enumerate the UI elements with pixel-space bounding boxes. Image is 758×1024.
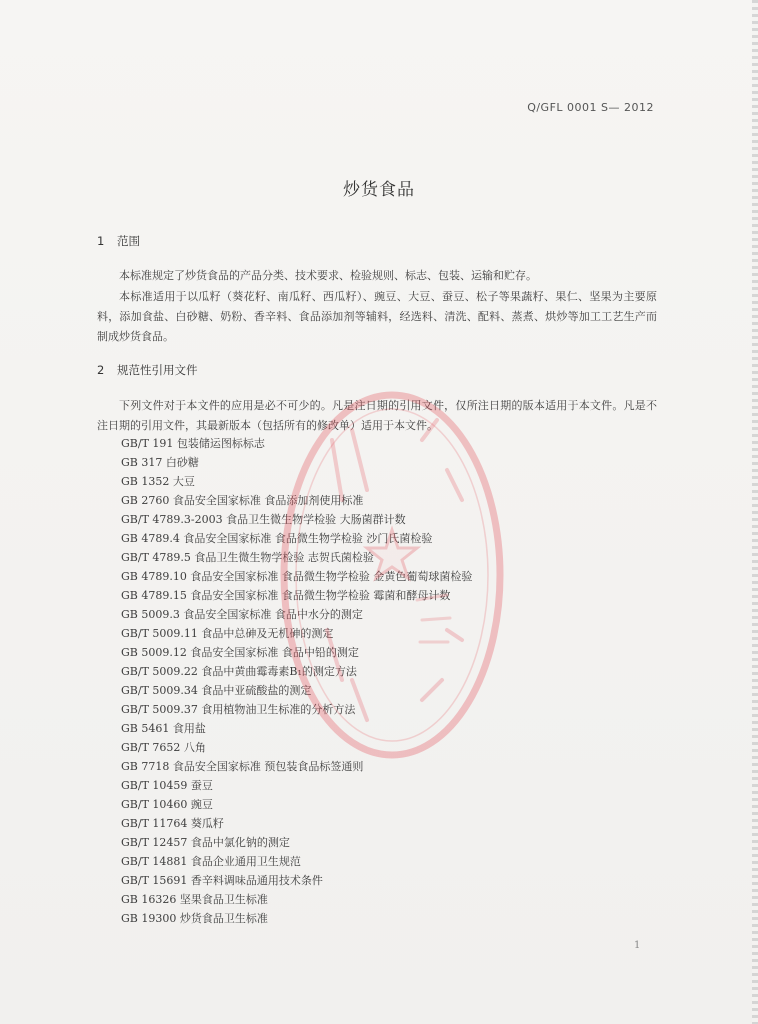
reference-item: GB/T 11764 葵瓜籽 [121,817,224,830]
reference-item: GB/T 10459 蚕豆 [121,779,213,792]
reference-item: GB 317 白砂糖 [121,456,199,469]
reference-item: GB/T 4789.3-2003 食品卫生微生物学检验 大肠菌群计数 [121,513,406,526]
reference-item: GB 5009.12 食品安全国家标准 食品中铅的测定 [121,646,359,659]
section-1-paragraph-2: 本标准适用于以瓜籽（葵花籽、南瓜籽、西瓜籽）、豌豆、大豆、蚕豆、松子等果蔬籽、果仁、坚果为主要原料，添加食盐、白砂糖、奶粉、香辛料、食品添加剂等辅料，经选料、清洗、配料、蒸煮、烘炒等加工工艺生产而制成炒货食品。 [97,290,657,343]
reference-item: GB/T 5009.34 食品中亚硫酸盐的测定 [121,684,312,697]
reference-item: GB 1352 大豆 [121,475,195,488]
section-number: 1 [97,234,105,248]
reference-item: GB/T 7652 八角 [121,741,206,754]
scan-edge [752,0,758,1024]
reference-item: GB/T 12457 食品中氯化钠的测定 [121,836,290,849]
reference-item: GB/T 14881 食品企业通用卫生规范 [121,855,301,868]
reference-item: GB 4789.4 食品安全国家标准 食品微生物学检验 沙门氏菌检验 [121,532,433,545]
reference-item: GB 19300 炒货食品卫生标准 [121,912,268,925]
reference-item: GB/T 4789.5 食品卫生微生物学检验 志贺氏菌检验 [121,551,374,564]
section-title: 范围 [117,234,140,248]
reference-item: GB 16326 坚果食品卫生标准 [121,893,268,906]
section-1-heading [97,233,140,249]
section-2-heading [97,362,198,378]
reference-item: GB 5009.3 食品安全国家标准 食品中水分的测定 [121,608,363,621]
page-number: 1 [634,940,641,951]
reference-item: GB/T 191 包装储运图标标志 [121,437,265,450]
document-code: Q/GFL 0001 S— 2012 [527,101,654,114]
section-number: 2 [97,363,105,377]
reference-item: GB/T 15691 香辛料调味品通用技术条件 [121,874,323,887]
reference-list [121,434,472,928]
reference-item: GB 5461 食用盐 [121,722,206,735]
reference-item: GB/T 5009.22 食品中黄曲霉毒素B₁的测定方法 [121,665,357,678]
reference-item: GB/T 5009.11 食品中总砷及无机砷的测定 [121,627,334,640]
section-title: 规范性引用文件 [117,363,198,377]
reference-item: GB 7718 食品安全国家标准 预包装食品标签通则 [121,760,364,773]
reference-item: GB 4789.10 食品安全国家标准 食品微生物学检验 金黄色葡萄球菌检验 [121,570,473,583]
reference-item: GB 4789.15 食品安全国家标准 食品微生物学检验 霉菌和酵母计数 [121,589,451,602]
reference-item: GB/T 10460 豌豆 [121,798,213,811]
document-title: 炒货食品 [343,180,415,200]
reference-item: GB/T 5009.37 食用植物油卫生标准的分析方法 [121,703,356,716]
section-2-paragraph-1: 下列文件对于本文件的应用是必不可少的。凡是注日期的引用文件，仅所注日期的版本适用于本文件。凡是不注日期的引用文件，其最新版本（包括所有的修改单）适用于本文件。 [97,399,657,432]
reference-item: GB 2760 食品安全国家标准 食品添加剂使用标准 [121,494,364,507]
section-1-paragraph-1: 本标准规定了炒货食品的产品分类、技术要求、检验规则、标志、包装、运输和贮存。 [119,269,537,282]
